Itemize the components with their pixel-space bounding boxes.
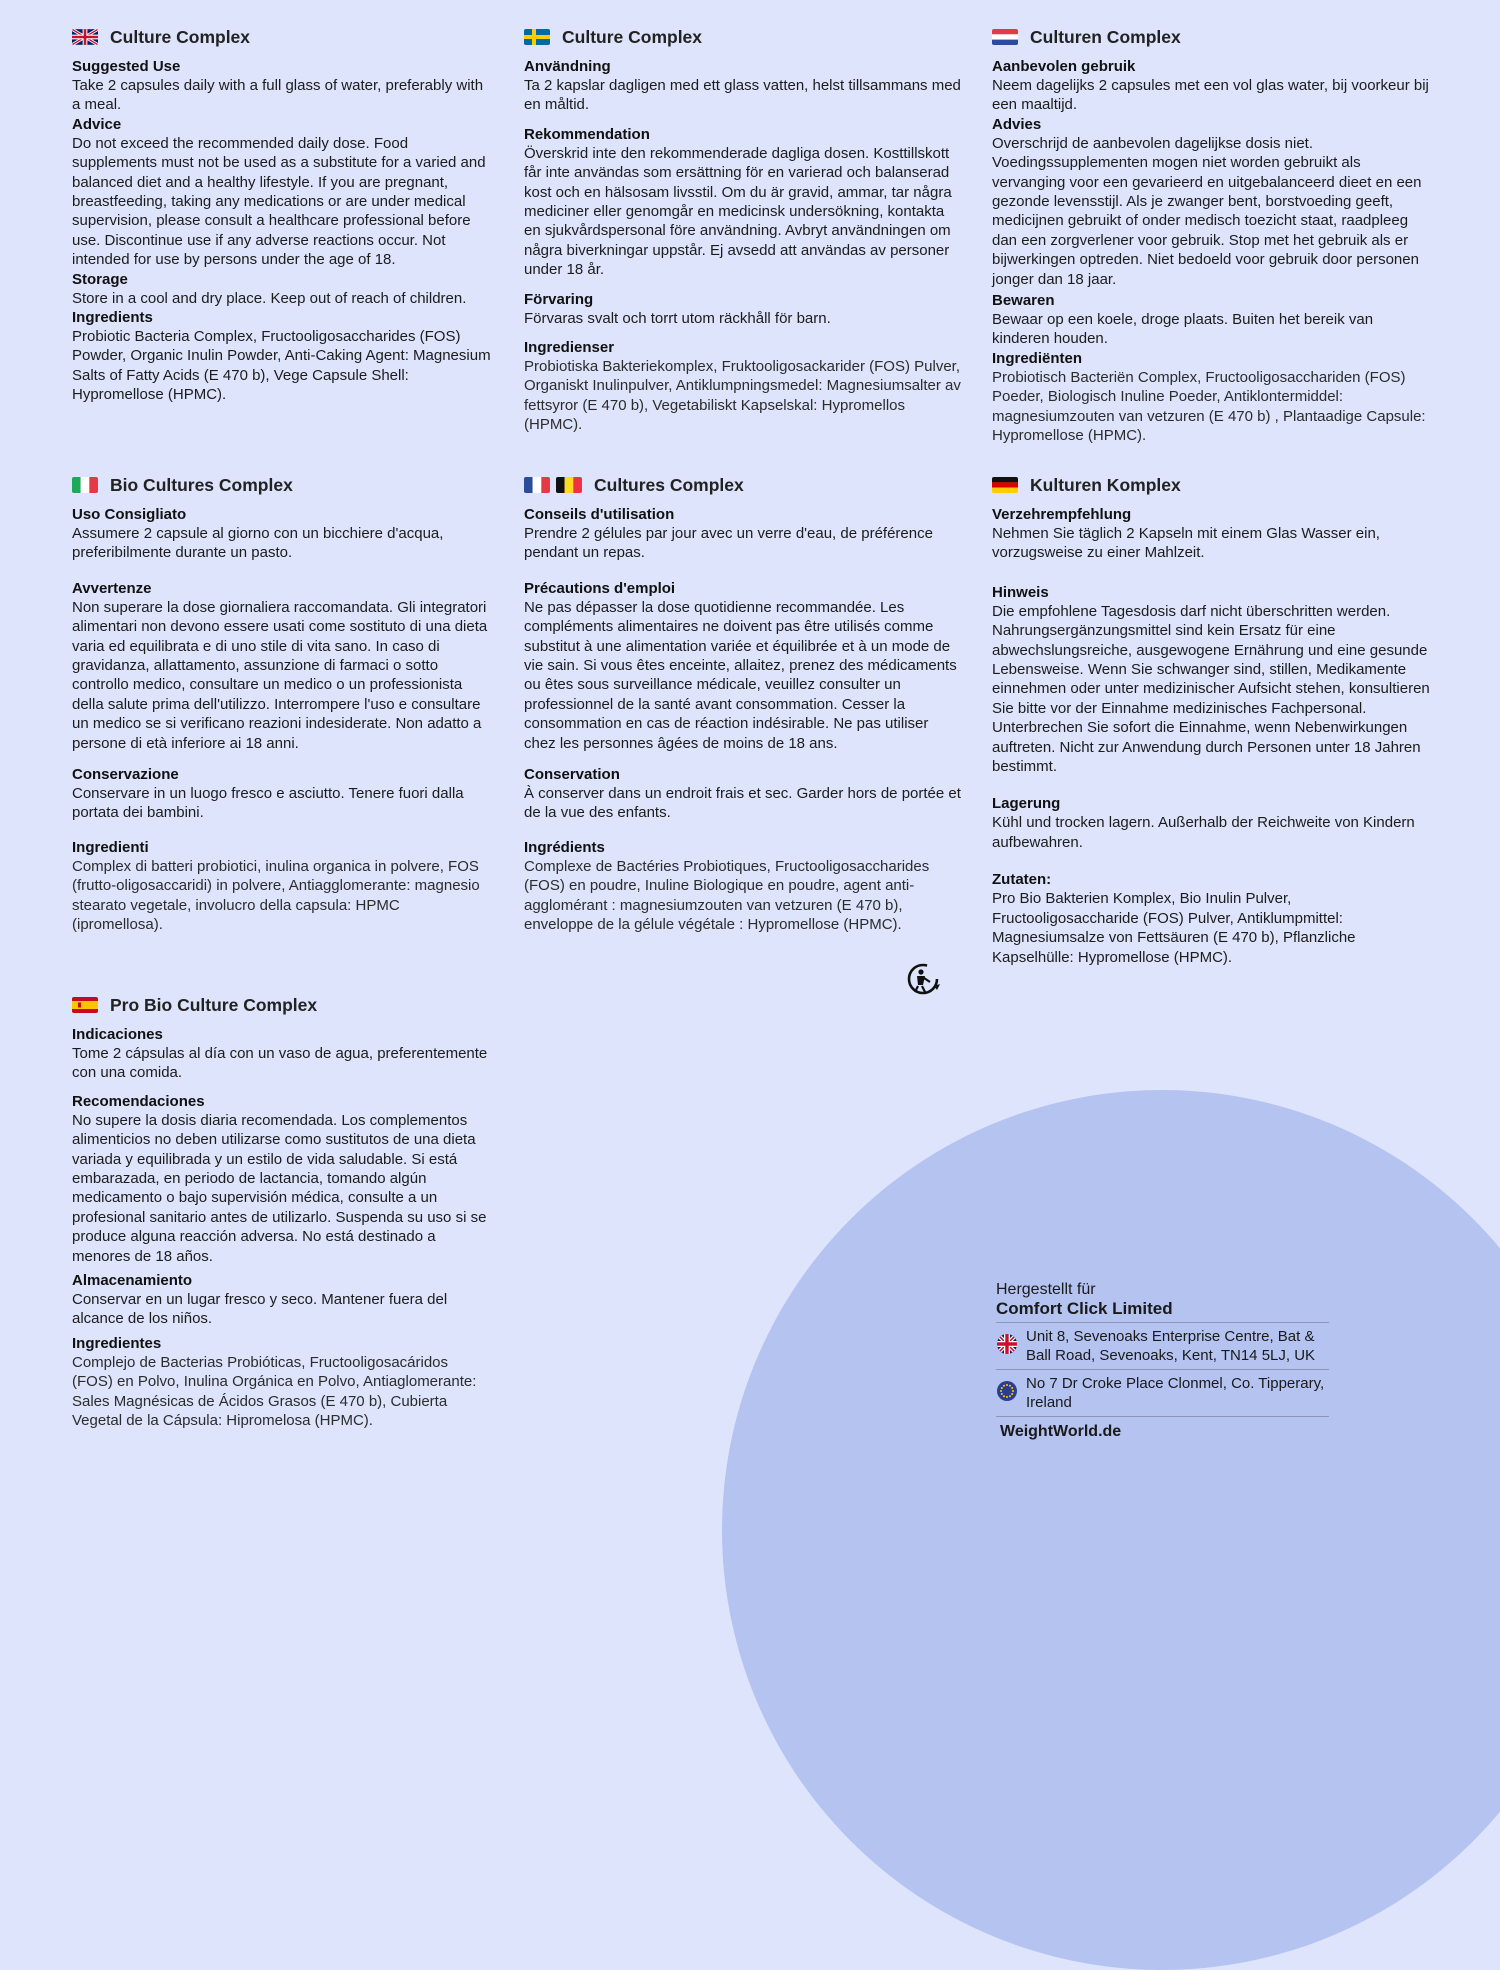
text-usage-advice: Prendre 2 gélules par jour avec un verre d'eau, de préférence pendant un repas. [524,525,933,562]
text-ingredients: Complex di batteri probiotici, inulina organica in polvere, FOS (frutto-oligosaccaridi) in polvere, Antiagglomerante: magnesio stearato vegetale, involucro della capsula: HPMC (ipromellosa). [72,857,480,934]
eu-address-row [996,1369,1329,1416]
section-nl [992,25,1432,456]
text-recommended-use: Assumere 2 capsule al giorno con un bicchiere d'acqua, preferibilmente durante un pasto. [72,525,444,562]
heading-usage: Användning [524,58,611,75]
heading-usage-advice: Conseils d'utilisation [524,506,675,523]
text-usage: Ta 2 kapslar dagligen med ett glass vatten, helst tillsammans med en måltid. [524,77,961,114]
heading-indications: Indicaciones [72,1026,163,1043]
heading-storage: Conservazione [72,766,179,784]
heading-consumption-recommendation: Verzehrempfehlung [992,506,1132,523]
heading-advice: Advice [72,115,122,133]
text-ingredients: Complexe de Bactéries Probiotiques, Fructooligosaccharides (FOS) en poudre, Inuline Biologique en poudre, agent anti-agglomérant : magnesiumzouten van vetzuren (E 470 b), enveloppe de la gélule végétale : Hypromellose (HPMC). [524,857,930,934]
heading-precautions: Précautions d'emploi [524,579,676,597]
heading-recommendation: Rekommendation [524,125,650,143]
triman-recycling-icon [906,962,942,996]
text-storage: Store in a cool and dry place. Keep out of reach of children. [72,289,467,307]
section-de [992,473,1432,977]
text-consumption-recommendation: Nehmen Sie täglich 2 Kapseln mit einem Glas Wasser ein, vorzugsweise zu einer Mahlzeit. [992,525,1380,562]
heading-recommendations: Recomendaciones [72,1092,205,1110]
text-storage: Bewaar op een koele, droge plaats. Buiten het bereik van kinderen houden. [992,311,1374,348]
made-for-label: Hergestellt für [996,1281,1096,1298]
heading-recommended-use: Aanbevolen gebruik [992,58,1136,75]
france-flag-icon [524,477,550,493]
text-storage: Kühl und trocken lagern. Außerhalb der Reichweite von Kindern aufbewahren. [992,814,1415,851]
text-advice: Do not exceed the recommended daily dose. Food supplements must not be used as a substitute for a varied and balanced diet and a healthy lifestyle. If you are pregnant, breastfeeding, taking any medications or are under medical supervision, please consult a healthcare professional before use. Discontinue use if any adverse reactions occur. Not intended for use by persons under the age of 18. [72,134,486,269]
company-name: Comfort Click Limited [996,1299,1173,1318]
decorative-circle [722,1090,1500,1970]
heading-warnings: Avvertenze [72,579,152,597]
text-ingredients: Probiotiska Bakteriekomplex, Fruktooligosackarider (FOS) Pulver, Organiskt Inulinpulver, Antiklumpningsmedel: Magnesiumsalter av fettsyror (E 470 b), Vegetabiliskt Kapselskal: Hypromellos (HPMC). [524,358,961,434]
heading-ingredients: Ingredienti [72,838,149,856]
heading-storage: Lagerung [992,795,1061,813]
section-title: Culture Complex [562,26,703,47]
text-suggested-use: Take 2 capsules daily with a full glass of water, preferably with a meal. [72,77,484,114]
heading-ingredients: Ingredientes [72,1334,162,1352]
heading-ingredients: Ingredients [72,309,153,327]
website-link[interactable]: WeightWorld.de [996,1416,1329,1441]
heading-recommended-use: Uso Consigliato [72,506,187,523]
text-indications: Tome 2 cápsulas al día con un vaso de agua, preferentemente con una comida. [72,1045,488,1082]
uk-flag-icon [996,1333,1018,1360]
uk-flag-icon [72,29,98,45]
manufacturer-info [996,1280,1329,1441]
italy-flag-icon [72,477,98,493]
uk-address: Unit 8, Sevenoaks Enterprise Centre, Bat & Ball Road, Sevenoaks, Kent, TN14 5LJ, UK [1026,1328,1316,1364]
text-storage: À conserver dans un endroit frais et sec. Garder hors de portée et de la vue des enfants. [524,785,961,822]
belgium-flag-icon [556,477,582,493]
heading-storage: Storage [72,270,128,288]
text-notice: Die empfohlene Tagesdosis darf nicht überschritten werden. Nahrungsergänzungsmittel sind kein Ersatz für eine abwechslungsreiche, ausgewogene Ernährung und eine gesunde Lebensweise. Wenn Sie schwanger sind, stillen, Medikamente einnehmen oder unter medizinischer Aufsicht stehen, konsultieren Sie bitte vor der Einnahme medizinisches Fachpersonal. Unterbrechen Sie sofort die Einnahme, wenn Nebenwirkungen auftreten. Nicht zur Anwendung durch Personen unter 18 Jahren bestimmt. [992,602,1430,776]
heading-ingredients: Zutaten: [992,871,1052,889]
heading-advice: Advies [992,115,1042,133]
heading-ingredients: Ingredienser [524,339,615,357]
netherlands-flag-icon [992,29,1018,45]
text-storage: Conservare in un luogo fresco e asciutto. Tenere fuori dalla portata dei bambini. [72,785,464,822]
section-title: Culture Complex [110,26,251,47]
text-ingredients: Probiotisch Bacteriën Complex, Fructooligosacchariden (FOS) Poeder, Biologisch Inuline Poeder, Antiklontermiddel: magnesiumzouten van vetzuren (E 470 b) , Plantaadige Capsule: Hypromellose (HPMC). [992,368,1426,445]
text-recommendation: Överskrid inte den rekommenderade dagliga dosen. Kosttillskott får inte användas som ersättning för en varierad och balanserad kost och en hälsosam livsstil. Om du är gravid, ammar, tar några mediciner eller genomgår en medicinsk undersökning, kontakta en sjukvårdspersonal före användning. Avbryt användningen om några biverkningar uppstår. Ej avsedd att användas av personer under 18 år. [524,144,952,279]
heading-suggested-use: Suggested Use [72,58,181,75]
section-title: Culturen Complex [1030,26,1181,47]
heading-storage: Almacenamiento [72,1272,193,1290]
section-title: Kulturen Komplex [1030,474,1181,495]
text-warnings: Non superare la dose giornaliera raccomandata. Gli integratori alimentari non devono essere usati come sostituto di una dieta varia ed equilibrata e di uno stile di vita sano. In caso di gravidanza, allattamento, assunzione di farmaci o sotto controllo medico, consultare un medico o un professionista della salute prima dell'utilizzo. Interrompere l'uso e consultare un medico se si verificano reazioni indesiderate. Non adatto a persone di età inferiore ai 18 anni. [72,598,488,752]
text-recommended-use: Neem dagelijks 2 capsules met een vol glas water, bij voorkeur bij een maaltijd. [992,77,1429,114]
heading-ingredients: Ingrédients [524,838,605,856]
germany-flag-icon [992,477,1018,493]
text-ingredients: Pro Bio Bakterien Komplex, Bio Inulin Pulver, Fructooligosaccharide (FOS) Pulver, Antiklumpmittel: Magnesiumsalze von Fettsäuren (E 470 b), Pflanzliche Kapselhülle: Hypromellose (HPMC). [992,890,1356,966]
eu-address: No 7 Dr Croke Place Clonmel, Co. Tipperary, Ireland [1026,1375,1325,1411]
text-storage: Conservar en un lugar fresco y seco. Mantener fuera del alcance de los niños. [72,1291,448,1328]
text-ingredients: Probiotic Bacteria Complex, Fructooligosaccharides (FOS) Powder, Organic Inulin Powder, Anti-Caking Agent: Magnesium Salts of Fatty Acids (E 470 b), Vege Capsule Shell: Hypromellose (HPMC). [72,328,491,404]
section-es [72,993,492,1441]
heading-storage: Conservation [524,766,620,784]
section-fr [524,473,964,945]
section-title: Pro Bio Culture Complex [110,994,318,1015]
text-storage: Förvaras svalt och torrt utom räckhåll för barn. [524,309,831,327]
spain-flag-icon [72,997,98,1013]
heading-storage: Bewaren [992,292,1055,310]
text-precautions: Ne pas dépasser la dose quotidienne recommandée. Les compléments alimentaires ne doivent pas être utilisés comme substitut à une alimentation variée et équilibrée et à un mode de vie sain. Si vous êtes enceinte, allaitez, prenez des médicaments ou êtes sous surveillance médicale, veuillez consulter un professionnel de la santé avant consommation. Cesser la consommation en cas de réaction indésirable. Ne pas utiliser chez les personnes âgées de moins de 18 ans. [524,598,957,752]
section-title: Cultures Complex [594,474,744,495]
eu-flag-icon [996,1380,1018,1407]
uk-address-row [996,1322,1329,1369]
text-ingredients: Complejo de Bacterias Probióticas, Fructooligosacáridos (FOS) en Polvo, Inulina Orgánica en Polvo, Antiaglomerante: Sales Magnésicas de Ácidos Grasos (E 470 b), Cubierta Vegetal de la Cápsula: Hipromelosa (HPMC). [72,1353,477,1430]
section-en [72,25,492,415]
section-sv [524,25,964,445]
text-advice: Overschrijd de aanbevolen dagelijkse dosis niet. Voedingssupplementen mogen niet worden gebruikt als vervanging voor een gevarieerd en uitgebalanceerd dieet en een gezonde levensstijl. Als je zwanger bent, borstvoeding geeft, medicijnen gebruikt of onder medisch toezicht staat, raadpleeg dan een zorgverlener voor gebruik. Stop met het gebruik als er bijwerkingen optreden. Niet bedoeld voor gebruik door personen jonger dan 18 jaar. [992,134,1422,288]
sweden-flag-icon [524,29,550,45]
text-recommendations: No supere la dosis diaria recomendada. Los complementos alimenticios no deben utilizarse como sustitutos de una dieta variada y equilibrada y un estilo de vida saludable. Si está embarazada, en periodo de lactancia, tomando algún medicamento o bajo supervisión médica, consulte a un profesional sanitario antes de utilizarlo. Suspenda su uso si se produce alguna reacción adversa. No está destinado a menores de 18 años. [72,1111,487,1265]
heading-notice: Hinweis [992,583,1049,601]
heading-storage: Förvaring [524,290,594,308]
section-title: Bio Cultures Complex [110,474,293,495]
section-it [72,473,492,945]
heading-ingredients: Ingrediënten [992,349,1083,367]
